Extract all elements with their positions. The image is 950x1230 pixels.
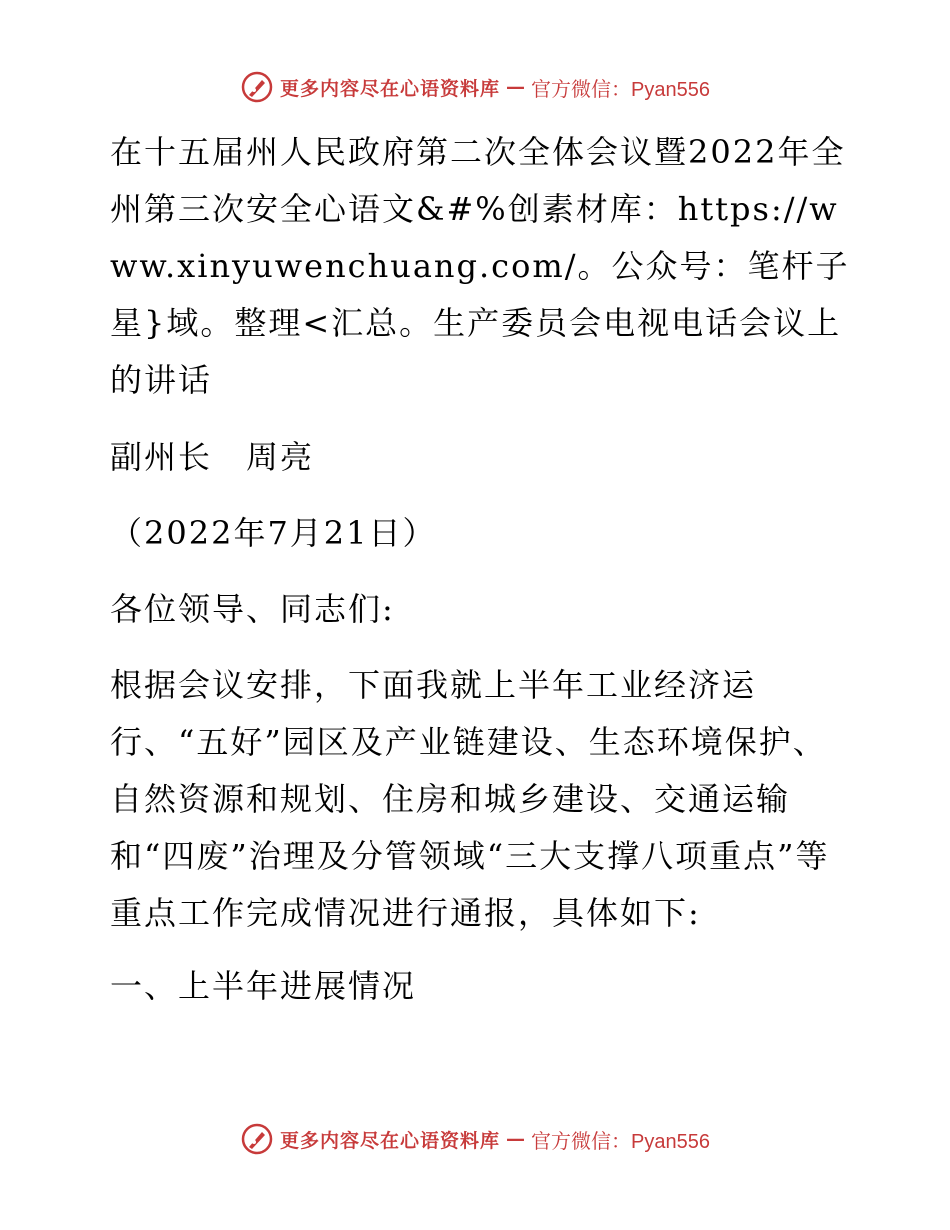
- banner-separator: —: [506, 1128, 526, 1150]
- banner-main-text: 更多内容尽在心语资料库: [280, 1129, 501, 1152]
- banner-wechat-text: 官方微信：Pyan556: [531, 1130, 710, 1153]
- banner-separator: —: [506, 76, 526, 98]
- document-body: [98, 124, 858, 1015]
- banner-main-text: 更多内容尽在心语资料库: [280, 77, 501, 100]
- header-banner: [0, 70, 950, 104]
- date-line: （2022年7月21日）: [110, 514, 437, 552]
- intro-paragraph: 根据会议安排，下面我就上半年工业经济运行、“五好”园区及产业链建设、生态环境保护、自然资源和规划、住房和城乡建设、交通运输和“四废”治理及分管领域“三大支撑八项重点”等重点工作完成情况进行通报，具体如下:: [110, 666, 830, 932]
- banner-wechat-text: 官方微信：Pyan556: [531, 78, 710, 101]
- section-heading-1: 一、上半年进展情况: [110, 967, 417, 1005]
- salutation: 各位领导、同志们:: [110, 590, 395, 628]
- pen-logo-icon: [240, 70, 274, 104]
- pen-logo-icon: [240, 1122, 274, 1156]
- footer-banner: [0, 1122, 950, 1156]
- document-title: 在十五届州人民政府第二次全体会议暨2022年全州第三次安全心语文&#%创素材库：https://www.xinyuwenchuang.com/。公众号：笔杆子星}域。整理<汇总。生产委员会电视电话会议上的讲话: [110, 133, 850, 399]
- speaker-line: 副州长 周亮: [110, 438, 315, 476]
